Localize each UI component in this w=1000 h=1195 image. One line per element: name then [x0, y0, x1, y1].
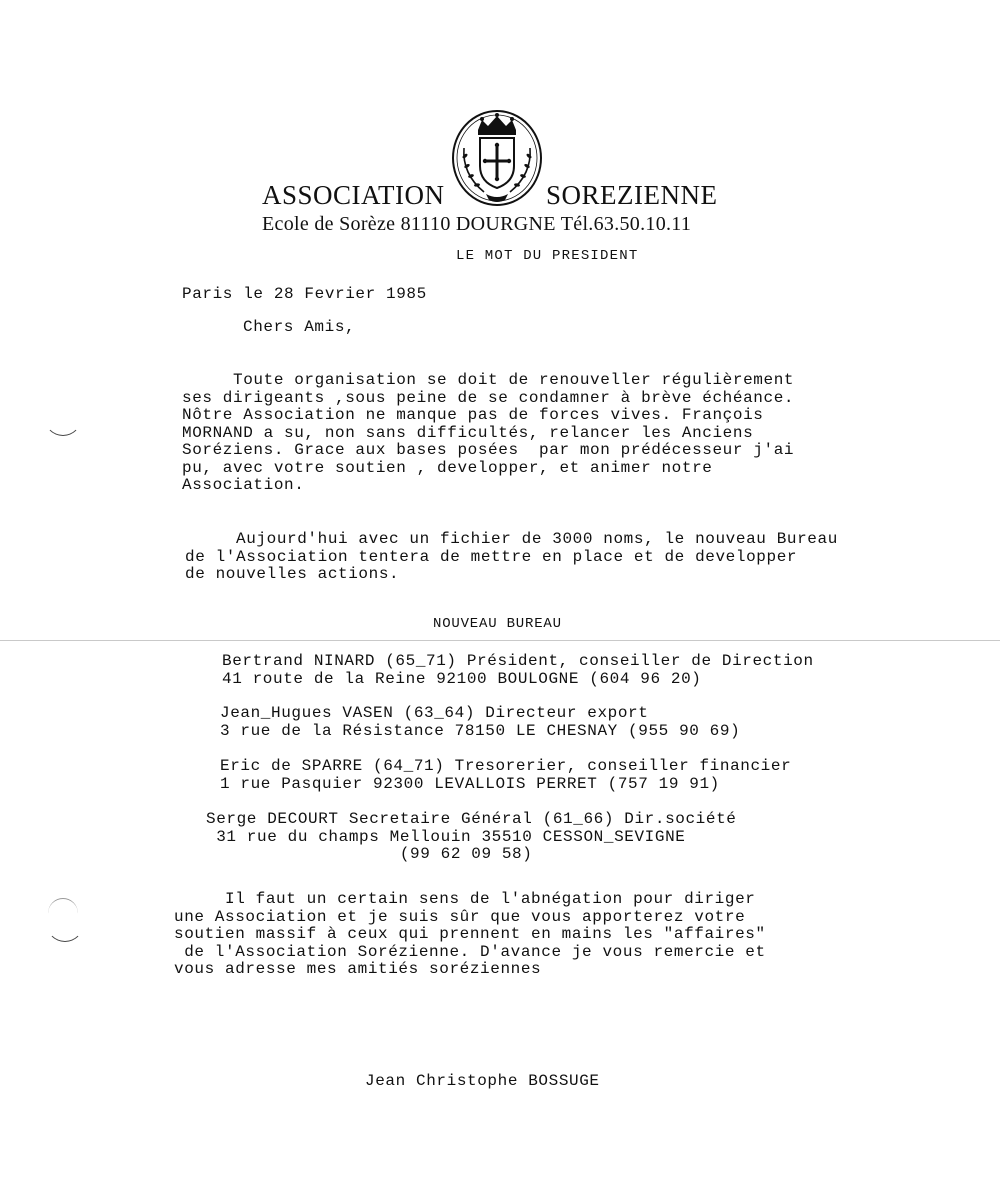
member-address-line: 3 rue de la Résistance 78150 LE CHESNAY (955 90 69)	[220, 721, 741, 740]
member-address-line: 1 rue Pasquier 92300 LEVALLOIS PERRET (757 19 91)	[220, 774, 720, 793]
org-address: Ecole de Sorèze 81110 DOURGNE Tél.63.50.10.11	[262, 213, 692, 235]
bureau-member	[222, 653, 814, 688]
crest-emblem-icon	[450, 108, 544, 208]
bureau-member	[220, 758, 791, 793]
org-name-left: ASSOCIATION	[262, 180, 445, 210]
org-name-right: SOREZIENNE	[546, 180, 718, 210]
paragraph-intro: Toute organisation se doit de renouveller régulièrement ses dirigeants ,sous peine de se condamner à brève échéance. Nôtre Association ne manque pas de forces vives. François MORNAND a su, non sans difficultés, relancer les Anciens Soréziens. Grace aux bases posées par mon prédécesseur j'ai pu, avec votre soutien , developper, et animer notre Association.	[182, 371, 795, 494]
paragraph-closing: Il faut un certain sens de l'abnégation pour diriger une Association et je suis sûr que vous apporterez votre soutien massif à ceux qui prennent en mains les "affaires" de l'Association Sorézienne. D'avance je vous remercie et vous adresse mes amitiés soréziennes	[174, 890, 766, 978]
letter-date: Paris le 28 Fevrier 1985	[182, 285, 427, 303]
member-role-line: Eric de SPARRE (64_71) Tresorerier, conseiller financier	[220, 757, 792, 775]
bureau-member	[206, 811, 736, 864]
fold-line	[0, 640, 1000, 641]
member-role-line: Jean_Hugues VASEN (63_64) Directeur export	[220, 704, 649, 722]
bureau-member	[220, 705, 740, 740]
member-role-line: Bertrand NINARD (65_71) Président, conseiller de Direction	[222, 652, 814, 670]
member-role-line: Serge DECOURT Secretaire Général (61_66) Dir.société	[206, 810, 737, 828]
member-phone-line: (99 62 09 58)	[399, 845, 533, 863]
signature-name: Jean Christophe BOSSUGE	[365, 1072, 600, 1090]
member-address-line: 31 rue du champs Mellouin 35510 CESSON_SEVIGNE	[216, 827, 686, 846]
document-title: LE MOT DU PRESIDENT	[456, 248, 639, 264]
section-title-bureau: NOUVEAU BUREAU	[433, 616, 562, 632]
member-address-line: 41 route de la Reine 92100 BOULOGNE (604 96 20)	[222, 669, 702, 688]
paragraph-bureau-intro: Aujourd'hui avec un fichier de 3000 noms, le nouveau Bureau de l'Association tentera de mettre en place et de developper de nouvelles actions.	[185, 530, 838, 583]
punch-hole-bottom-rim	[48, 898, 78, 929]
letter-greeting: Chers Amis,	[243, 318, 356, 336]
punch-hole-top	[44, 398, 82, 436]
